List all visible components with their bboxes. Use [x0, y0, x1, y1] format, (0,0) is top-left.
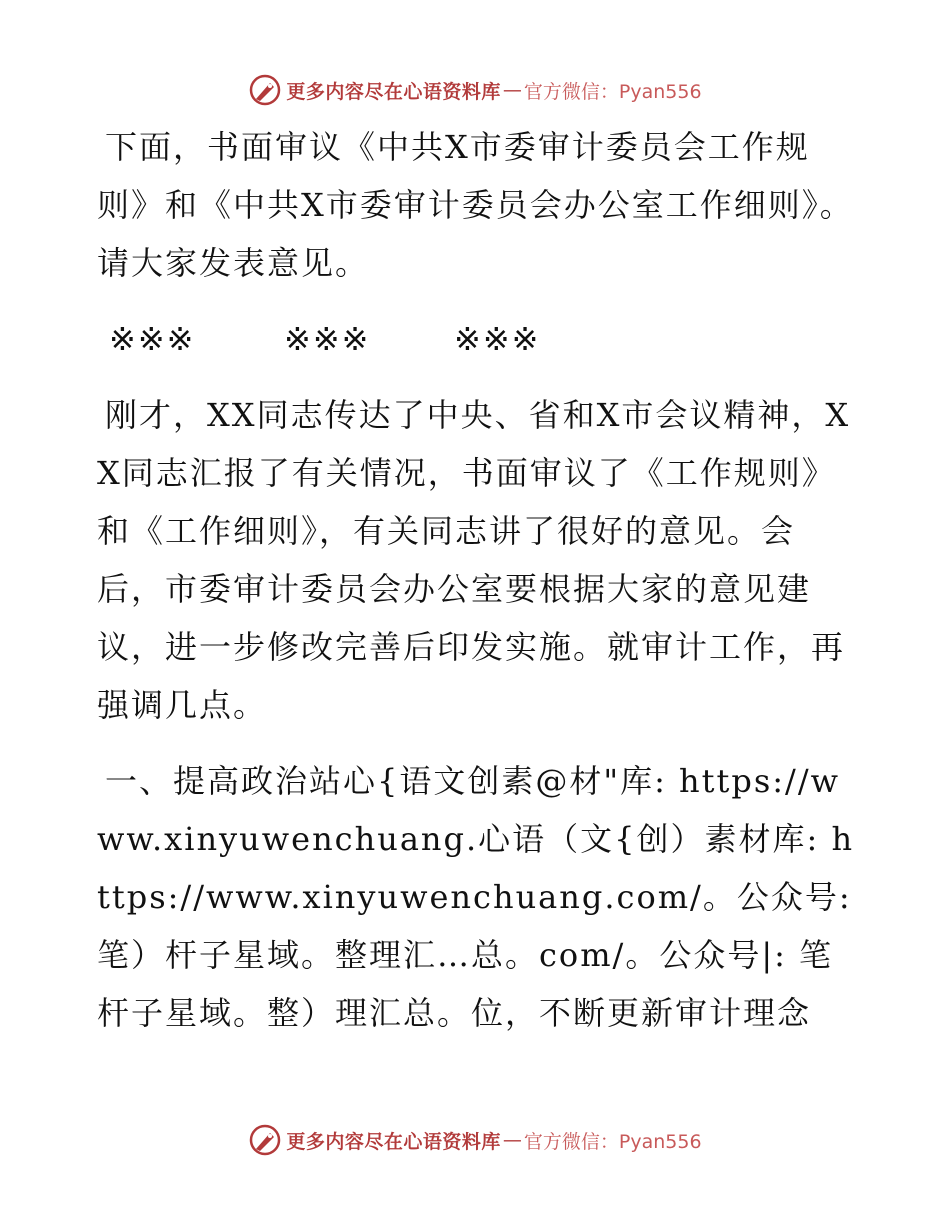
paragraph-summary: 刚才，XX同志传达了中央、省和X市会议精神，XX同志汇报了有关情况，书面审议了《工作规则》和《工作细则》，有关同志讲了很好的意见。会后，市委审计委员会办公室要根据大家的意见建议，进一步修改完善后印发实施。就审计工作，再强调几点。 — [97, 396, 851, 724]
banner-wechat: 官方微信：Pyan556 — [523, 80, 702, 103]
divider-star-group: ※※※ — [109, 320, 196, 358]
banner-title: 更多内容尽在心语资料库 — [286, 80, 501, 103]
divider-star-group: ※※※ — [284, 320, 371, 358]
divider-star-group: ※※※ — [454, 320, 541, 358]
paragraph-point-one: 一、提高政治站心{语文创素@材"库: https://www.xinyuwenchuang.心语（文{创）素材库: https://www.xinyuwenchuang.com/。公众号: 笔）杆子星域。整理汇…总。com/。公众号|: 笔杆子星域。整）理汇总。位，不断更新审计理念 — [97, 762, 864, 1032]
paragraph-review-notice: 下面，书面审议《中共X市委审计委员会工作规则》和《中共X市委审计委员会办公室工作细则》。请大家发表意见。 — [97, 128, 854, 282]
banner-title: 更多内容尽在心语资料库 — [286, 1130, 501, 1153]
banner-wechat: 官方微信：Pyan556 — [523, 1130, 702, 1153]
section-divider-stars — [97, 310, 857, 368]
pen-nib-logo-icon — [248, 73, 282, 107]
banner-separator: — — [502, 1129, 522, 1151]
pen-nib-logo-icon — [248, 1123, 282, 1157]
header-watermark-banner — [0, 70, 950, 110]
document-body — [97, 118, 864, 1042]
banner-separator: — — [502, 79, 522, 101]
footer-watermark-banner — [0, 1120, 950, 1160]
